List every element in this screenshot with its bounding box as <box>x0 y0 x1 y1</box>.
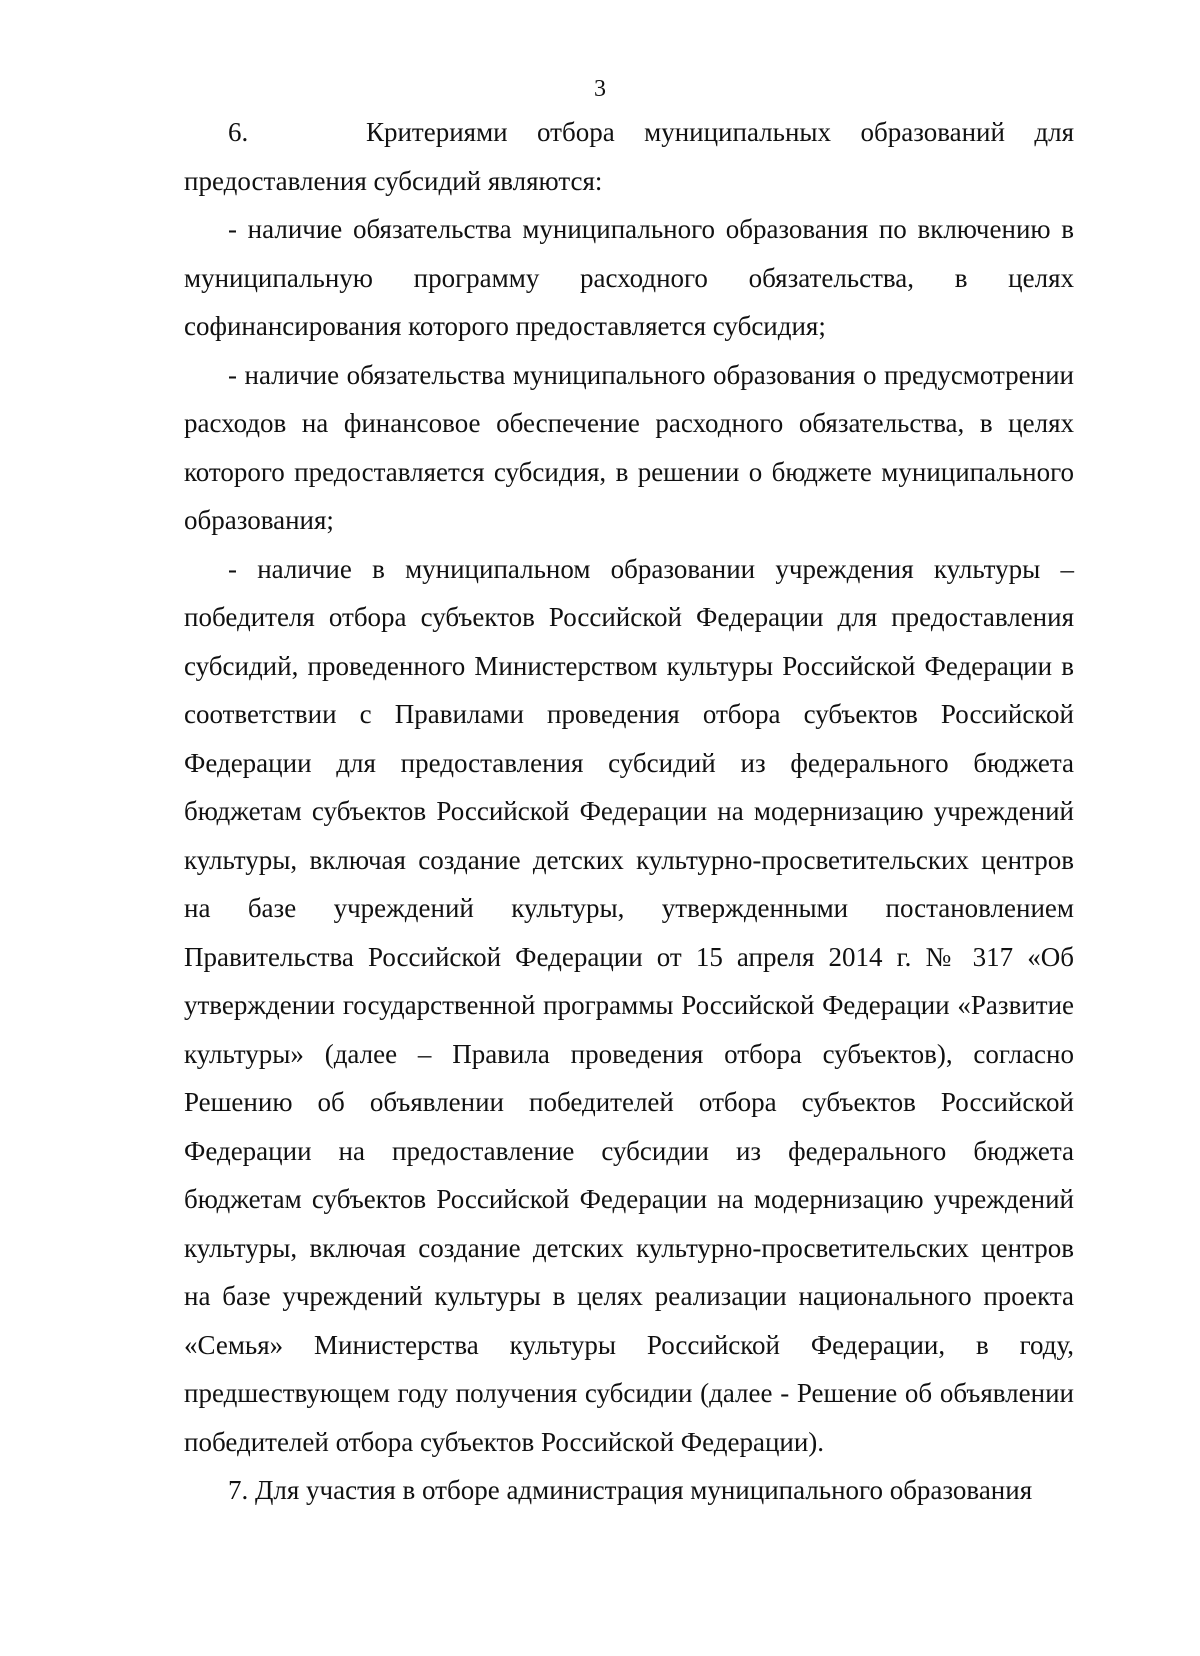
criterion-culture-institution: - наличие в муниципальном образовании учреждения культуры – победителя отбора субъектов Российской Федерации для предоставления субсидий, проведенного Министерством культуры Российской Федерации в соответствии с Правилами проведения отбора субъектов Российской Федерации для предоставления субсидий из федерального бюджета бюджетам субъектов Российской Федерации на модернизацию учреждений культуры, включая создание детских культурно-просветительских центров на базе учреждений культуры, утвержденными постановлением Правительства Российской Федерации от 15 апреля 2014 г. № 317 «Об утверждении государственной программы Российской Федерации «Развитие культуры» (далее – Правила проведения отбора субъектов), согласно Решению об объявлении победителей отбора субъектов Российской Федерации на предоставление субсидии из федерального бюджета бюджетам субъектов Российской Федерации на модернизацию учреждений культуры, включая создание детских культурно-просветительских центров на базе учреждений культуры в целях реализации национального проекта «Семья» Министерства культуры Российской Федерации, в году, предшествующем году получения субсидии (далее - Решение об объявлении победителей отбора субъектов Российской Федерации). <box>184 553 1074 1457</box>
criterion-program-obligation: - наличие обязательства муниципального образования по включению в муниципальную программу расходного обязательства, в целях софинансирования которого предоставляется субсидия; <box>184 214 1074 341</box>
paragraph-6-criteria: 6. Критериями отбора муниципальных образований для предоставления субсидий являются: <box>184 117 1074 196</box>
page-number: 3 <box>594 76 606 102</box>
criterion-budget-expenses: - наличие обязательства муниципального образования о предусмотрении расходов на финансовое обеспечение расходного обязательства, в целях которого предоставляется субсидия, в решении о бюджете муниципального образования; <box>184 359 1074 535</box>
document-body <box>184 108 1074 1515</box>
paragraph-7-participation: 7. Для участия в отборе администрация муниципального образования <box>228 1475 1033 1505</box>
